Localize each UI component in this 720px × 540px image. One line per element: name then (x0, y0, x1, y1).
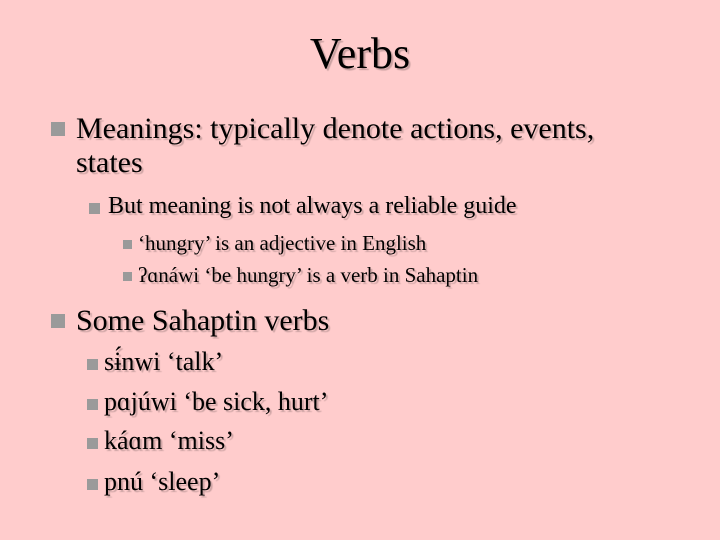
bullet-square-icon (87, 359, 98, 370)
bullet-square-icon (51, 122, 65, 136)
sub-bullet-text: But meaning is not always a reliable guide (108, 193, 517, 219)
bullet-square-icon (87, 479, 98, 490)
bullet-square-icon (51, 314, 65, 328)
verb-item-text: sɨ́nwi ‘talk’ (104, 347, 224, 376)
sub-sub-bullet-text: ʔɑnáwi ‘be hungry’ is a verb in Sahaptin (138, 263, 479, 287)
verb-item-text: pnú ‘sleep’ (104, 467, 221, 496)
sub-sub-bullet-text: ‘hungry’ is an adjective in English (138, 231, 427, 255)
bullet-square-icon (89, 203, 100, 214)
verb-item-text: káɑm ‘miss’ (104, 426, 234, 455)
bullet-square-icon (87, 399, 98, 410)
slide-title: Verbs (309, 29, 411, 78)
verb-item-text: pɑjúwi ‘be sick, hurt’ (104, 387, 329, 416)
bullet-text: Some Sahaptin verbs (76, 304, 330, 337)
bullet-square-icon (123, 272, 132, 281)
bullet-text: Meanings: typically denote actions, events, (76, 112, 595, 145)
bullet-square-icon (87, 438, 98, 449)
bullet-text-continued: states (76, 146, 143, 179)
bullet-square-icon (123, 240, 132, 249)
